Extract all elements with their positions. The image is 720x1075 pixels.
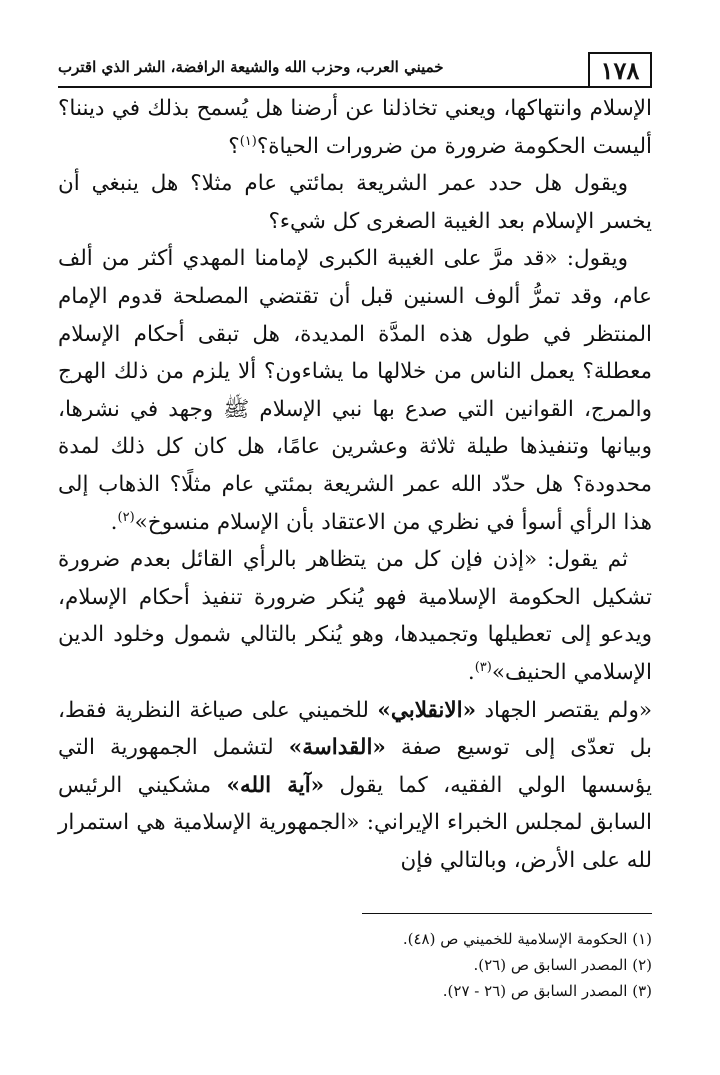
footnotes	[58, 926, 652, 1004]
paragraph-5-part-a: «ولم يقتصر الجهاد	[476, 697, 652, 723]
footnote-ref-3: (٣)	[474, 659, 492, 675]
paragraph-5-part-c: للخميني على صياغة النظرية فقط، بل تعدّى إلى توسيع صفة	[58, 697, 653, 761]
paragraph-3-text: ويقول: «قد مرَّ على الغيبة الكبرى لإمامنا المهدي أكثر من ألف عام، وقد تمرُّ ألوف السنين قبل أن تقتضي المصلحة قدوم الإمام المنتظر في طول هذه المدَّة المديدة، هل تبقى أحكام الإسلام معطلة؟ يعمل الناس من خلالها ما يشاءون؟ ألا يلزم من ذلك الهرج والمرج، القوانين التي صدع بها نبي الإسلام ﷺ وجهد في نشرها، وبيانها وتنفيذها طيلة ثلاثة وعشرين عامًا، هل كان كل ذلك لمدة محدودة؟ هل حدّد الله عمر الشريعة بمئتي عام مثلًا؟ الذهاب إلى هذا الرأي أسوأ في نظري من الاعتقاد بأن الإسلام منسوخ»	[58, 246, 652, 535]
footnote-1: (١) الحكومة الإسلامية للخميني ص (٤٨).	[402, 930, 652, 948]
paragraph-2: ويقول هل حدد عمر الشريعة بمائتي عام مثلا؟ هل ينبغي أن يخسر الإسلام بعد الغيبة الصغرى كل شيء؟	[58, 171, 652, 234]
footnote-divider	[362, 913, 652, 914]
body-text	[58, 90, 652, 879]
paragraph-4-tail: .	[467, 659, 475, 685]
paragraph-5-part-g: مشكيني الرئيس السابق لمجلس الخبراء الإيراني: «الجمهورية الإسلامية هي استمرار لله على الأرض، وبالتالي فإن	[58, 772, 652, 873]
footnote-ref-2: (٢)	[117, 509, 135, 525]
paragraph-3-tail: .	[110, 509, 118, 535]
paragraph-1	[58, 90, 652, 165]
page-header	[58, 46, 652, 88]
paragraph-5-part-e: لتشمل الجمهورية التي يؤسسها الولي الفقيه، كما يقول	[58, 735, 653, 798]
footnote-3: (٣) المصدر السابق ص (٢٦ - ٢٧).	[442, 982, 652, 1000]
paragraph-3	[58, 240, 652, 541]
paragraph-4	[58, 541, 652, 691]
running-title: خميني العرب، وحزب الله والشيعة الرافضة، الشر الذي اقترب	[58, 58, 444, 76]
paragraph-4-text: ثم يقول: «إذن فإن كل من يتظاهر بالرأي القائل بعدم ضرورة تشكيل الحكومة الإسلامية فهو يُنكر ضرورة تنفيذ أحكام الإسلام، ويدعو إلى تعطيلها وتجميدها، وهو يُنكر بالتالي شمول وخلود الدين الإسلامي الحنيف»	[58, 547, 652, 685]
paragraph-5	[58, 692, 652, 880]
term-ayatollah: «آية الله»	[226, 772, 325, 798]
term-sanctity: «القداسة»	[288, 735, 386, 761]
paragraph-1-tail: ؟	[228, 133, 240, 159]
paragraph-1-text: الإسلام وانتهاكها، ويعني تخاذلنا عن أرضنا هل يُسمح بذلك في ديننا؟ أليست الحكومة ضرورة من ضرورات الحياة؟	[58, 96, 652, 159]
footnote-ref-1: (١)	[239, 133, 257, 149]
page-number: ١٧٨	[588, 52, 652, 86]
term-revolutionary: «الانقلابي»	[377, 697, 477, 723]
footnote-2: (٢) المصدر السابق ص (٢٦).	[473, 956, 652, 974]
